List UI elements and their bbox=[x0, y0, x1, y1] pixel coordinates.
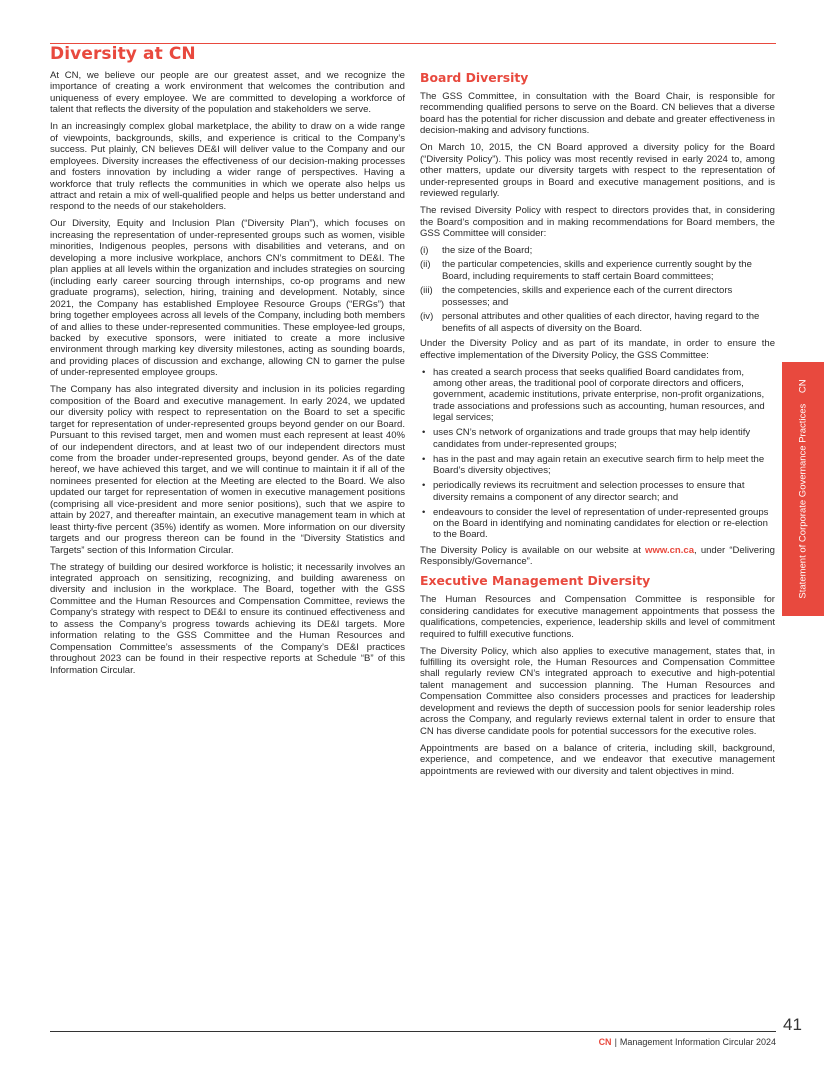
body-paragraph: Under the Diversity Policy and as part of its mandate, in order to ensure the effective implementation of the Diversity Policy, the GSS Committee: bbox=[420, 338, 775, 361]
list-item-text: the particular competencies, skills and experience currently sought by the Board, including requirements to staff certain Board committees; bbox=[442, 259, 752, 282]
body-paragraph: The Diversity Policy, which also applies to executive management, states that, in fulfilling its oversight role, the Human Resources and Compensation Committee shall regularly review CN’s integrated approach to executive and high-potential talent management and succession planning. The Human Resources and Compensation Committee also considers processes and practices for leadership development and reviews the depth of succession pools for senior leadership roles across the Company, and regularly reviews external talent in order to ensure that CN has diverse candidate pools for potential successors for the executive roles. bbox=[420, 645, 775, 737]
footer-separator: | bbox=[614, 1037, 617, 1047]
list-item bbox=[420, 311, 775, 334]
board-diversity-heading: Board Diversity bbox=[420, 70, 529, 85]
list-item-text: has in the past and may again retain an executive search firm to help meet the Board’s diversity objectives; bbox=[433, 453, 765, 477]
body-paragraph: The Human Resources and Compensation Committee is responsible for considering candidates for executive management appointments that possess the qualifications, competencies, experience, leadership skills and level of commitment required to fulfill executive functions. bbox=[420, 594, 775, 640]
policy-availability-paragraph bbox=[420, 545, 775, 568]
list-number: (iii) bbox=[420, 285, 433, 297]
bullet-icon: • bbox=[422, 366, 426, 378]
policy-text-pre: The Diversity Policy is available on our website at bbox=[420, 544, 646, 556]
list-item bbox=[420, 427, 775, 450]
side-tab-title: Statement of Corporate Governance Practices bbox=[797, 403, 809, 599]
list-item-text: uses CN’s network of organizations and trade groups that may help identify candidates from under-represented groups; bbox=[433, 427, 751, 450]
body-paragraph: Appointments are based on a balance of criteria, including skill, background, experience, and competence, and we endeavor that executive management appointments are reviewed with our diversity and talent objectives in mind. bbox=[420, 742, 775, 777]
list-number: (i) bbox=[420, 244, 429, 256]
body-paragraph: In an increasingly complex global marketplace, the ability to draw on a wide range of viewpoints, backgrounds, skills, and experience is critical to the Company’s success. Put plainly, CN believes DE&I will deliver value to the Company and our employees. Diversity increases the effectiveness of our decision-making processes and fosters innovation by including a wider range of perspectives. Having a workforce that truly reflects the communities in which we operate also helps us attract and retain a mix of well-qualified people and helps us better understand and respond to the needs of our stakeholders. bbox=[50, 121, 405, 213]
list-item bbox=[420, 285, 775, 308]
intro-paragraph: At CN, we believe our people are our greatest asset, and we recognize the importance of creating a work environment that welcomes the contribution and uniqueness of every employee. We are committed to developing a workforce of talent that reflects the diversity of the population and stakeholders we serve. bbox=[50, 70, 405, 116]
bullet-icon: • bbox=[422, 453, 426, 465]
page-number: 41 bbox=[783, 1015, 802, 1034]
list-item bbox=[420, 507, 775, 541]
list-item bbox=[420, 367, 775, 424]
list-number: (iv) bbox=[420, 311, 434, 323]
considerations-list bbox=[420, 245, 775, 334]
bullet-icon: • bbox=[422, 427, 426, 439]
bullet-icon: • bbox=[422, 506, 426, 518]
footer-rule bbox=[50, 1031, 776, 1032]
body-paragraph: On March 10, 2015, the CN Board approved a diversity policy for the Board (“Diversity Policy”). This policy was most recently revised in early 2024 to, among other matters, update our diversity targets with respect to the representation of under-represented groups in Board and executive management positions, and is reviewed regularly. bbox=[420, 142, 775, 200]
list-item-text: personal attributes and other qualities of each director, having regard to the benefits of all aspects of diversity on the Board. bbox=[442, 311, 760, 334]
website-link[interactable]: www.cn.ca bbox=[645, 544, 695, 556]
body-paragraph: Our Diversity, Equity and Inclusion Plan (“Diversity Plan”), which focuses on increasing the representation of under-represented groups such as women, visible minorities, Indigenous peoples, persons with disabilities and veterans, and on developing a more inclusive workplace, anchors CN’s commitment to DE&I. The plan applies at all levels within the organization and includes strategies on sourcing (including early career sourcing through internships, co-op programs and new graduate programs), selection, hiring, training and development. Notably, since 2021, the Company has established Employee Resource Groups (“ERGs”) that bring together employees across all levels of the Company, including both members of and allies to these under-represented communities. These employee-led groups, backed by executive sponsors, were initiated to create a more inclusive environment through marking key diversity milestones, acting as sounding boards, and providing places of discussion and exchange, allowing CN to garner the pulse of under-represented employee groups. bbox=[50, 218, 405, 379]
list-item bbox=[420, 454, 775, 477]
left-column bbox=[50, 70, 405, 682]
list-item-text: has created a search process that seeks qualified Board candidates from, among other areas, the traditional pool of corporate directors and officers, government, academic institutions, private enterprise, non-profit organizations, trade associations and professions such as accounting, human resources, and legal services; bbox=[433, 366, 765, 424]
footer-brand: CN bbox=[598, 1037, 612, 1047]
right-column bbox=[420, 70, 775, 783]
section-side-tab bbox=[782, 362, 824, 616]
list-item-text: the size of the Board; bbox=[442, 244, 533, 256]
list-item-text: periodically reviews its recruitment and selection processes to ensure that diversity remains a component of any director search; and bbox=[433, 480, 745, 503]
list-number: (ii) bbox=[420, 259, 431, 271]
bullet-icon: • bbox=[422, 480, 426, 492]
committee-actions-list bbox=[420, 367, 775, 541]
body-paragraph: The revised Diversity Policy with respect to directors provides that, in considering the Board’s composition and in making recommendations for Board members, the GSS Committee will consider: bbox=[420, 205, 775, 239]
executive-diversity-heading: Executive Management Diversity bbox=[420, 573, 651, 589]
footer-text: Management Information Circular 2024 bbox=[619, 1037, 776, 1047]
page-title: Diversity at CN bbox=[50, 44, 196, 64]
body-paragraph: The GSS Committee, in consultation with the Board Chair, is responsible for recommending qualified persons to serve on the Board. CN believes that a diverse board has the potential for richer discussion and debate and greater effectiveness in decision-making and advisory functions. bbox=[420, 91, 775, 137]
side-tab-brand: CN bbox=[797, 379, 809, 394]
policy-text-post: , under “Delivering Responsibly/Governance”. bbox=[420, 544, 775, 568]
list-item-text: endeavours to consider the level of representation of under-represented groups on the Board in identifying and nominating candidates for election or re-election to the Board. bbox=[433, 506, 769, 541]
list-item bbox=[420, 245, 775, 256]
side-tab-label bbox=[798, 379, 809, 598]
footer bbox=[599, 1037, 776, 1047]
body-paragraph: The Company has also integrated diversity and inclusion in its policies regarding composition of the Board and executive management. In early 2024, we updated our diversity policy with respect to representation on the Board to set a specific target for representation of under-represented groups beyond gender on our Board. Pursuant to this revised target, men and women must each represent at least 40% of our independent directors, and at least two of our independent directors must come from the broader under-represented groups, beyond gender. As of the date hereof, we have achieved this target, and we will continue to maintain it if all of the nominees presented for election at the Meeting are elected to the Board. We also updated our target for representation of women in executive management positions (comprising all vice-president and more senior positions), such that we aspire to attain by 2027, and thereafter maintain, an executive management team in which at least thirty-five percent (35%) identify as women. More information on our diversity targets and our progress thereon can be found in the “Diversity Statistics and Targets” section of this Information Circular. bbox=[50, 384, 405, 556]
body-paragraph: The strategy of building our desired workforce is holistic; it necessarily involves an integrated approach on sensitizing, recognizing, and building awareness on diversity and inclusion in the workplace. The Board, together with the GSS Committee and the Human Resources and Compensation Committee, reviews the Company’s strategy with respect to DE&I to ensure its continued effectiveness and to assess the Company’s progress towards achieving its DE&I targets. More information relating to the GSS Committee and the Human Resources and Compensation Committee’s assessments of the Company’s DE&I practices throughout 2023 can be found in their respective reports at Schedule “B” of this Information Circular. bbox=[50, 561, 405, 676]
list-item-text: the competencies, skills and experience each of the current directors possesses; and bbox=[442, 285, 733, 308]
list-item bbox=[420, 480, 775, 503]
list-item bbox=[420, 259, 775, 282]
